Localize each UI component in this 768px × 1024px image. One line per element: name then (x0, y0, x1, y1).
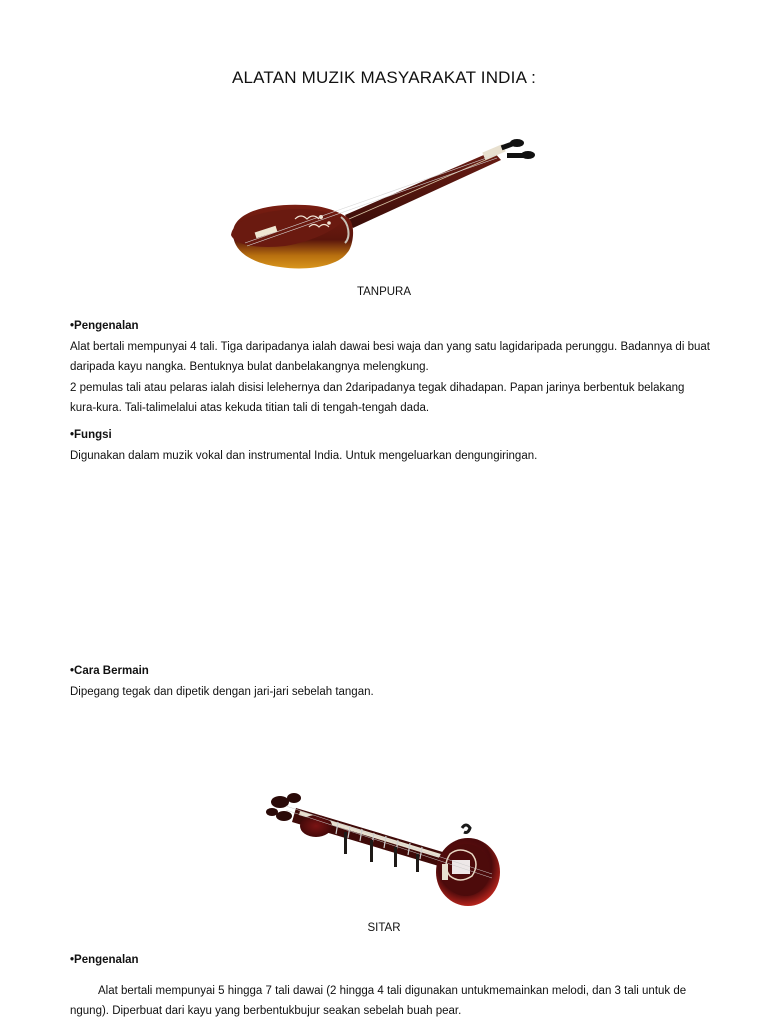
tanpura-caption: TANPURA (356, 286, 412, 298)
sitar-caption: SITAR (367, 922, 401, 934)
tanpura-cara-bermain-heading: •Cara Bermain (70, 665, 149, 677)
tanpura-pengenalan-paragraph-2: 2 pemulas tali atau pelaras ialah disisi lelehernya dan 2daripadanya tegak dihadapan. Papan jarinya berbentuk belakang kura-kura. Tali-talimelalui atas kekuda titian tali di tengah-tengah dada. (70, 381, 685, 414)
sitar-image (266, 788, 506, 910)
sitar-pengenalan-text: Alat bertali mempunyai 5 hingga 7 tali dawai (2 hingga 4 tali digunakan untukmemainkan melodi, dan 3 tali untuk de ngung). Diperbuat dari kayu yang berbentukbujur seakan sebelah buah pear. (70, 984, 687, 1017)
tanpura-pengenalan-section (70, 316, 710, 419)
tanpura-image (225, 133, 540, 278)
tanpura-illustration (225, 133, 540, 278)
page-title: ALATAN MUZIK MASYARAKAT INDIA : (231, 68, 537, 87)
tanpura-pengenalan-heading: •Pengenalan (70, 320, 139, 332)
sitar-pengenalan-section (70, 950, 710, 1022)
sitar-illustration (266, 788, 506, 910)
tanpura-fungsi-heading: •Fungsi (70, 429, 112, 441)
tanpura-fungsi-text: Digunakan dalam muzik vokal dan instrumental India. Untuk mengeluarkan dengungiringan. (70, 449, 538, 462)
tanpura-cara-bermain-text: Dipegang tegak dan dipetik dengan jari-jari sebelah tangan. (70, 685, 374, 698)
tanpura-pengenalan-paragraph-1: Alat bertali mempunyai 4 tali. Tiga daripadanya ialah dawai besi waja dan yang satu lagidaripada perunggu. Badannya di buat daripada kayu nangka. Bentuknya bulat danbelakangnya melengkung. (70, 340, 710, 373)
tanpura-fungsi-section (70, 425, 710, 466)
tanpura-cara-bermain-section (70, 661, 710, 702)
sitar-pengenalan-heading: •Pengenalan (70, 954, 139, 966)
